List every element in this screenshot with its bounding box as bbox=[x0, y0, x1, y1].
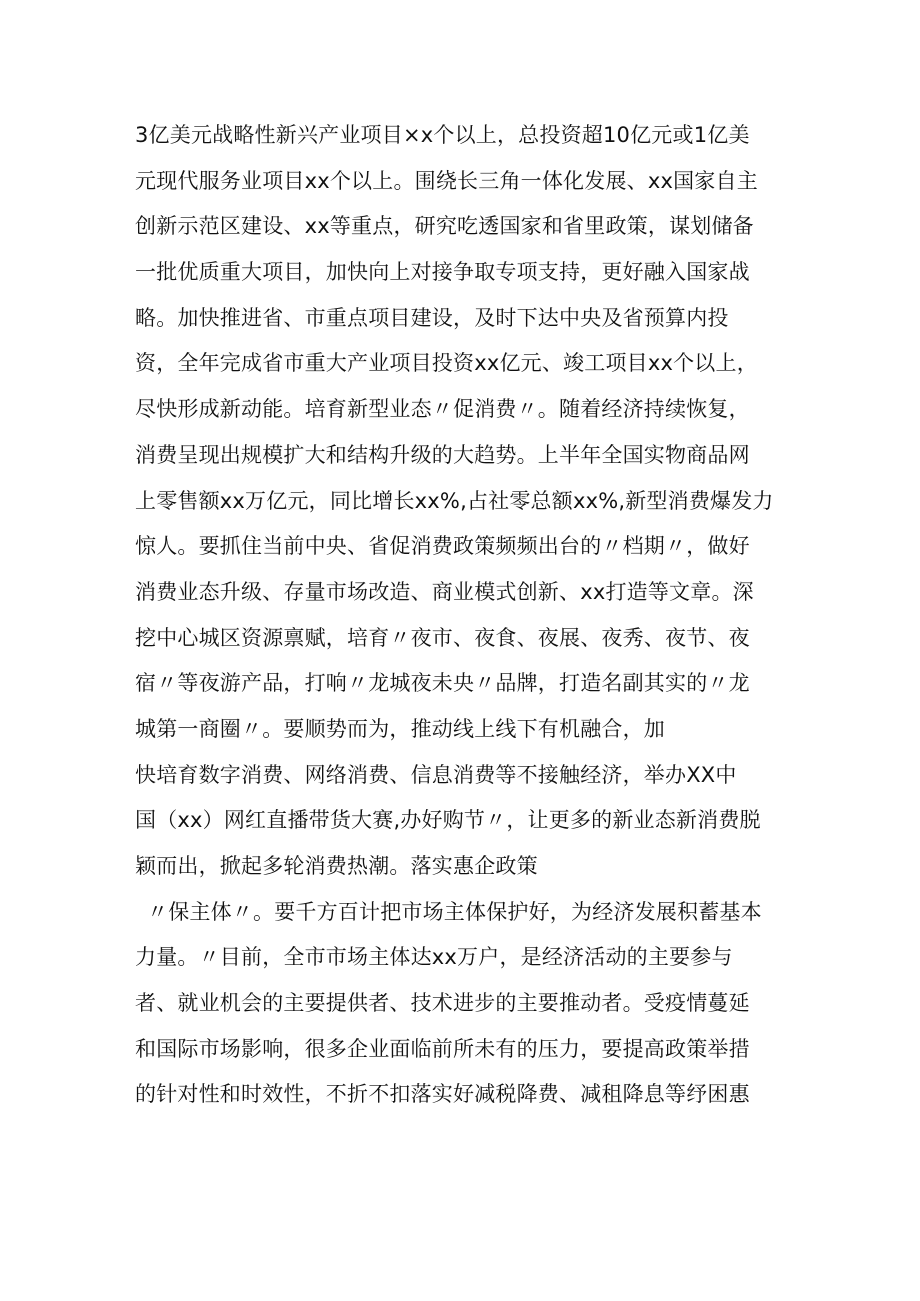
text-line-22: 的针对性和时效性，不折不扣落实好减税降费、减租降息等纾困惠 bbox=[135, 1082, 750, 1107]
text-line-20: 者、就业机会的主要提供者、技术进步的主要推动者。受疫情蔓延 bbox=[135, 991, 750, 1016]
text-line-15: 快培育数字消费、网络消费、信息消费等不接触经济，举办XX中 bbox=[135, 762, 737, 787]
body-text bbox=[135, 113, 785, 1118]
text-line-14: 城第一商圈〃。要顺势而为，推动线上线下有机融合，加 bbox=[135, 716, 665, 741]
text-line-10: 惊人。要抓住当前中央、省促消费政策频频出台的〃档期〃，做好 bbox=[135, 534, 750, 559]
text-line-19: 力量。〃目前，全市市场主体达xx万户，是经济活动的主要参与 bbox=[135, 945, 733, 970]
text-line-2: 元现代服务业项目xx个以上。围绕长三角一体化发展、xx国家自主 bbox=[135, 168, 758, 193]
text-line-17: 颖而出，掀起多轮消费热潮。落实惠企政策 bbox=[135, 854, 538, 878]
text-line-6: 资，全年完成省市重大产业项目投资xx亿元、竣工项目xx个以上， bbox=[135, 351, 758, 376]
text-line-16: 国（xx）网红直播带货大赛,办好购节〃，让更多的新业态新消费脱 bbox=[135, 808, 761, 833]
text-line-7: 尽快形成新动能。培育新型业态〃促消费〃。随着经济持续恢复， bbox=[135, 397, 750, 422]
text-line-9: 上零售额xx万亿元，同比增长xx%,占社零总额xx%,新型消费爆发力 bbox=[135, 488, 774, 513]
text-line-5: 略。加快推进省、市重点项目建设，及时下达中央及省预算内投 bbox=[135, 305, 729, 330]
text-line-11: 消费业态升级、存量市场改造、商业模式创新、xx打造等文章。深 bbox=[135, 579, 754, 604]
text-line-12: 挖中心城区资源禀赋，培育〃夜市、夜食、夜展、夜秀、夜节、夜 bbox=[135, 625, 750, 650]
text-line-3: 创新示范区建设、xx等重点，研究吃透国家和省里政策，谋划储备 bbox=[135, 214, 754, 239]
text-line-4: 一批优质重大项目，加快向上对接争取专项支持，更好融入国家战 bbox=[135, 260, 750, 285]
text-line-21: 和国际市场影响，很多企业面临前所未有的压力，要提高政策举措 bbox=[135, 1036, 750, 1061]
text-line-8: 消费呈现出规模扩大和结构升级的大趋势。上半年全国实物商品网 bbox=[135, 442, 750, 467]
text-line-1: 3亿美元战略性新兴产业项目×x个以上，总投资超10亿元或1亿美 bbox=[135, 123, 750, 147]
text-line-13: 宿〃等夜游产品，打响〃龙城夜未央〃品牌，打造名副其实的〃龙 bbox=[135, 671, 750, 696]
text-line-18: 〃保主体〃。要千方百计把市场主体保护好，为经济发展积蓄基本 bbox=[147, 899, 762, 924]
